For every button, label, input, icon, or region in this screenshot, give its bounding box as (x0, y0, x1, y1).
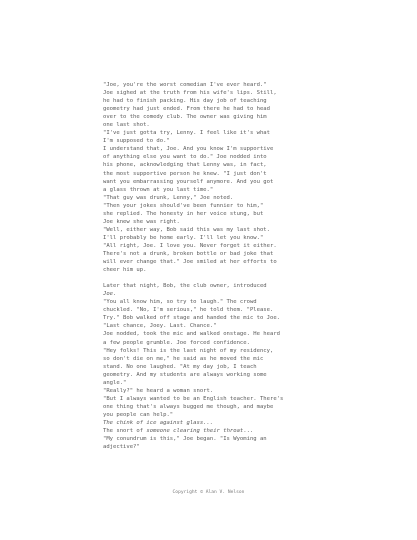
text-line (103, 411, 323, 419)
text-line (103, 379, 323, 387)
text-run: want you embarrassing yourself anymore. And you got (103, 178, 274, 185)
text-run: a few people grumble. Joe forced confidence. (103, 339, 250, 346)
text-line (103, 242, 323, 250)
text-run: "Joe, you're the worst comedian I've ever heard." (103, 82, 267, 88)
text-line (103, 395, 323, 403)
text-line (103, 403, 323, 411)
text-line (103, 202, 323, 210)
text-line (103, 210, 323, 218)
text-line (103, 137, 323, 145)
text-run: I understand that, Joe. And you know I'm supportive (103, 146, 274, 153)
text-line (103, 298, 323, 306)
text-line (103, 81, 323, 89)
text-line (103, 290, 323, 298)
text-line (103, 266, 323, 274)
text-run: one thing that's always bugged me though, and maybe (103, 403, 274, 410)
text-line (103, 178, 323, 186)
text-run: his phone, acknowledging that Lenny was, in fact, (103, 162, 267, 169)
text-line (103, 153, 323, 161)
text-run: "My conundrum is this," Joe began. "Is Wyoming an (103, 436, 267, 443)
text-line (103, 145, 323, 153)
text-line (103, 387, 323, 395)
text-run: "Really?" he heard a woman snort. (103, 387, 214, 394)
text-line (103, 419, 323, 427)
text-line (103, 322, 323, 330)
text-line (103, 363, 323, 371)
text-run: a glass thrown at you last time." (103, 186, 214, 193)
text-line (103, 105, 323, 113)
text-run: so don't die on me," he said as he moved the mic (103, 355, 264, 362)
text-run: "But I always wanted to be an English teacher. There's (103, 395, 284, 402)
text-line (103, 170, 323, 178)
text-line (103, 194, 323, 202)
blank-line (103, 274, 323, 282)
italic-text-run: someone clearing their throat (146, 428, 244, 435)
text-line (103, 97, 323, 105)
text-run: angle." (103, 379, 127, 386)
text-line (103, 339, 323, 347)
text-run: will ever change that." Joe smiled at her efforts to (103, 259, 277, 266)
text-line (103, 347, 323, 355)
text-line (103, 371, 323, 379)
text-line (103, 250, 323, 258)
text-line (103, 306, 323, 314)
text-line (103, 330, 323, 338)
text-line (103, 89, 323, 97)
text-run: over to the comedy club. The owner was giving him (103, 114, 267, 121)
text-run: ... (243, 428, 254, 435)
text-line (103, 226, 323, 234)
text-run: the most supportive person he knew. "I just don't (103, 170, 267, 177)
text-run: you people can help." (103, 411, 174, 418)
italic-text-run: Joe. (103, 291, 117, 298)
text-run: of anything else you want to do." Joe nodded into (103, 154, 267, 161)
italic-text-run: The chink of ice against glass... (103, 419, 214, 426)
text-run: "You all know him, so try to laugh." The crowd (103, 299, 257, 306)
text-run: geometry had just ended. From there he had to head (103, 106, 270, 113)
text-line (103, 218, 323, 226)
text-line (103, 443, 323, 451)
text-run: "All right, Joe. I love you. Never forget it either. (103, 242, 277, 249)
text-run: Joe nodded, took the mic and walked onstage. He heard (103, 331, 280, 338)
text-line (103, 355, 323, 363)
text-run: "Last chance, Joey. Last. Chance." (103, 323, 217, 330)
text-line (103, 129, 323, 137)
text-run: I'll probably be home early. I'll let you know." (103, 234, 264, 241)
text-run: "I've just gotta try, Lenny. I feel like it's what (103, 130, 270, 137)
text-run: geometry. And my students are always working some (103, 371, 267, 378)
text-line (103, 121, 323, 129)
text-line (103, 186, 323, 194)
text-run: Joe knew she was right. (103, 218, 180, 225)
text-run: "That guy was drunk, Lenny," Joe noted. (103, 194, 234, 201)
text-run: Try." Bob walked off stage and handed the mic to Joe. (103, 315, 280, 322)
text-run: The snort of (103, 428, 147, 435)
story-text (103, 81, 323, 451)
copyright-footer: Copyright © Alan V. Nelson (172, 490, 245, 495)
text-line (103, 314, 323, 322)
text-run: Joe sighed at the truth from his wife's lips. Still, (103, 90, 277, 97)
text-run: he had to finish packing. His day job of teaching (103, 98, 267, 105)
text-line (103, 161, 323, 169)
text-line (103, 113, 323, 121)
text-run: she replied. The honesty in her voice stung, but (103, 210, 264, 217)
text-run: stand. No one laughed. "At my day job, I teach (103, 363, 257, 370)
text-line (103, 234, 323, 242)
text-line (103, 282, 323, 290)
text-run: one last shot. (103, 122, 150, 129)
text-run: I'm supposed to do." (103, 138, 170, 145)
text-line (103, 427, 323, 435)
text-line (103, 435, 323, 443)
text-run: cheer him up. (103, 267, 147, 274)
text-run: "Hey folks! This is the last night of my residency, (103, 347, 274, 354)
text-run: adjective?" (103, 444, 140, 451)
text-run: "Well, either way, Bob said this was my last shot. (103, 226, 270, 233)
text-line (103, 258, 323, 266)
text-run: "Then your jokes should've been funnier to him," (103, 202, 264, 209)
text-run: There's not a drunk, broken bottle or bad joke that (103, 250, 274, 257)
text-run: Later that night, Bob, the club owner, introduced (103, 283, 267, 290)
text-run: chuckled. "No, I'm serious," he told them. "Please. (103, 307, 274, 314)
